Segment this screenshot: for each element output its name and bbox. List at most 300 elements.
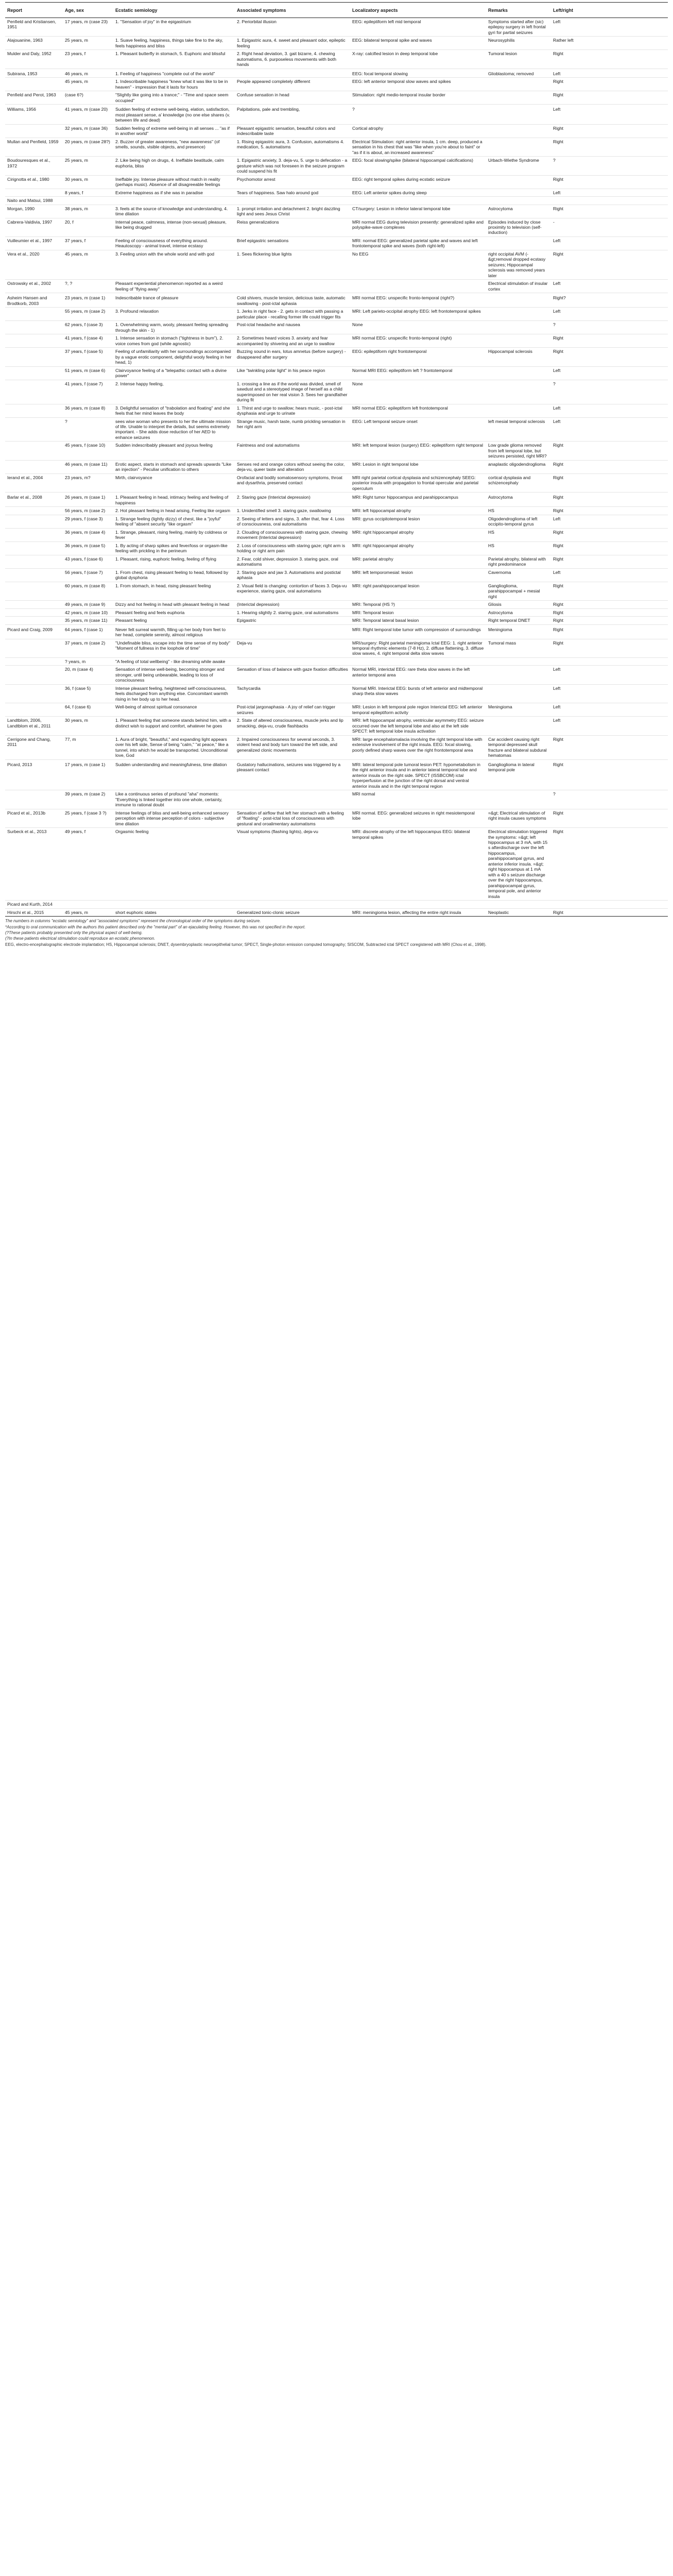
cell-associated-symptoms: 2. Fear, cold shiver, depression 3. staring gaze, oral automatisms — [235, 555, 350, 568]
table-row — [5, 218, 668, 236]
cell-report: Morgan, 1990 — [5, 205, 63, 218]
cell-localizatory-aspects: MRI: Lesion in left temporal pole region Interictal EEG: left anterior temporal epileptiform activity — [350, 703, 486, 717]
cell-remarks: Glioblastoma; removed — [486, 69, 551, 77]
table-row — [5, 666, 668, 684]
cell-associated-symptoms — [235, 901, 350, 908]
cell-report: Subirana, 1953 — [5, 69, 63, 77]
cell-ecstatic-semiology: sees wise woman who presents to her the ultimate mission of life. Unable to interpret the details, but seems extremely important. - She adds dose reduction of her AED to enhance seizures — [113, 417, 235, 442]
cell-associated-symptoms: Confuse sensation in head — [235, 91, 350, 105]
cell-left-right: Left — [551, 684, 668, 703]
cell-remarks — [486, 334, 551, 348]
cell-remarks: HS — [486, 541, 551, 555]
cell-left-right: Right — [551, 250, 668, 279]
cell-report — [5, 321, 63, 334]
cell-report: Surbeck et al., 2013 — [5, 828, 63, 901]
table-row — [5, 608, 668, 616]
cell-ecstatic-semiology: 2. Hot pleasant feeling in head arising, Feeling like orgasm — [113, 507, 235, 515]
cell-left-right: Left — [551, 236, 668, 250]
cell-localizatory-aspects: EEG: Left anterior spikes during sleep — [350, 189, 486, 196]
cell-left-right: Left — [551, 703, 668, 717]
cell-ecstatic-semiology: Orgasmic feeling — [113, 828, 235, 901]
cell-report — [5, 515, 63, 528]
table-row — [5, 197, 668, 205]
table-page — [5, 2, 668, 947]
cell-localizatory-aspects: EEG: left anterior temporal slow waves and spikes — [350, 78, 486, 91]
cell-ecstatic-semiology: 1. Pleasant, rising, euphoric feeling, feeling of flying — [113, 555, 235, 568]
cell-associated-symptoms — [235, 624, 350, 639]
cell-report: Picard, 2013 — [5, 759, 63, 790]
cell-report — [5, 568, 63, 582]
cell-localizatory-aspects: MRI: left temporal lesion (surgery) EEG: epileptiform right temporal — [350, 442, 486, 460]
cell-remarks: Neurosyphilis — [486, 37, 551, 50]
cell-ecstatic-semiology: Well-being of almost spiritual consonance — [113, 703, 235, 717]
cell-localizatory-aspects: CT/surgery: Lesion in inferior lateral temporal lobe — [350, 205, 486, 218]
cell-ecstatic-semiology: 1. Pleasant feeling that someone stands behind him, with a distinct wish to support and comfort, whatever he goes — [113, 717, 235, 735]
cell-associated-symptoms: 1. Thirst and urge to swallow; hears music, - post-ictal dysphasia and urge to urinate — [235, 404, 350, 417]
cell-age-sex: 46 years, m — [63, 69, 113, 77]
cell-report — [5, 460, 63, 473]
cell-remarks — [486, 717, 551, 735]
cell-localizatory-aspects: No EEG — [350, 250, 486, 279]
cell-remarks — [486, 666, 551, 684]
cell-left-right: Left — [551, 105, 668, 124]
table-row — [5, 582, 668, 600]
cell-associated-symptoms: Faintness and oral automatisms — [235, 442, 350, 460]
cell-localizatory-aspects: None — [350, 321, 486, 334]
footnote: The numbers in columns "ecstatic semiology" and "associated symptoms" represent the chronological order of the symptoms during seizure. — [5, 919, 261, 924]
cell-localizatory-aspects: None — [350, 380, 486, 404]
cell-report — [5, 666, 63, 684]
cell-remarks: Ganglioglioma, parahippocampal + mesial right — [486, 582, 551, 600]
cell-remarks — [486, 197, 551, 205]
cell-localizatory-aspects: X-ray: calcified lesion in deep temporal lobe — [350, 50, 486, 69]
cell-ecstatic-semiology: Feeling of consciousness of everything around. Heautoscopy - animal travel, intense ecstasy — [113, 236, 235, 250]
footnote: *According to oral communication with the authors this patient described only the "mental part" of an ejaculating feeling. However, this was not specified in the report. — [5, 924, 306, 929]
cell-localizatory-aspects: MRI normal EEG during television presently: generalized spike and polyspike-wave complexes — [350, 218, 486, 236]
cell-age-sex: ? years, m — [63, 657, 113, 665]
cell-ecstatic-semiology: "A feeling of total wellbeing" - like dreaming while awake — [113, 657, 235, 665]
cell-report — [5, 582, 63, 600]
cell-left-right: Left — [551, 417, 668, 442]
cell-associated-symptoms: Buzzing sound in ears, lotus amnetus (before surgery) - disappeared after surgery — [235, 348, 350, 366]
cell-remarks — [486, 236, 551, 250]
cell-localizatory-aspects: EEG: bilateral temporal spike and waves — [350, 37, 486, 50]
cell-age-sex: 60 years, m (case 8) — [63, 582, 113, 600]
cell-report — [5, 189, 63, 196]
cell-left-right: ? — [551, 380, 668, 404]
cell-localizatory-aspects: EEG: Left temporal seizure onset — [350, 417, 486, 442]
table-row — [5, 828, 668, 901]
cell-remarks: Car accident causing right temporal depressed skull fracture and bilateral subdural hematomas — [486, 735, 551, 759]
cell-remarks: Tumoral mass — [486, 639, 551, 657]
cell-left-right: Right — [551, 334, 668, 348]
cell-report: Barlar et al., 2008 — [5, 493, 63, 507]
cell-remarks — [486, 91, 551, 105]
cell-age-sex: 20, m (case 4) — [63, 666, 113, 684]
header-associated-symptoms: Associated symptoms — [235, 3, 350, 18]
cell-ecstatic-semiology: Sudden feeling of extreme well-being in all senses ... "as if in another world" — [113, 124, 235, 138]
table-row — [5, 528, 668, 541]
cell-left-right: Left — [551, 366, 668, 380]
cell-report — [5, 617, 63, 624]
cell-localizatory-aspects: MRI: Temporal lesion — [350, 608, 486, 616]
cell-left-right: Left — [551, 280, 668, 293]
cell-associated-symptoms: 2. Sometimes heard voices 3. anxiety and fear accompanied by shivering and an urge to swallow — [235, 334, 350, 348]
cell-age-sex: 64 years, f (case 1) — [63, 624, 113, 639]
cell-localizatory-aspects: MRI normal EEG: unspecific fronto-temporal (right) — [350, 334, 486, 348]
cell-age-sex: 43 years, f (case 6) — [63, 555, 113, 568]
cell-associated-symptoms: 1. Sees flickering blue lights — [235, 250, 350, 279]
cell-left-right: Right — [551, 91, 668, 105]
cell-left-right: Right — [551, 582, 668, 600]
table-row — [5, 18, 668, 36]
cell-ecstatic-semiology: Sudden feeling of extreme well-being, elation, satisfaction, most pleasant sense, a' knowledge (no one else shares (v. between life and dead) — [113, 105, 235, 124]
cell-localizatory-aspects: MRI: discrete atrophy of the left hippocampus EEG: bilateral temporal spikes — [350, 828, 486, 901]
cell-age-sex: 32 years, m (case 36) — [63, 124, 113, 138]
cell-localizatory-aspects: MRI normal EEG: unspecific fronto-temporal (right?) — [350, 293, 486, 308]
cell-remarks — [486, 790, 551, 809]
header-left-right: Left/right — [551, 3, 668, 18]
cell-age-sex: 37 years, m (case 2) — [63, 639, 113, 657]
cell-report: Picard and Kurth, 2014 — [5, 901, 63, 908]
cell-age-sex: 20, f — [63, 218, 113, 236]
cell-left-right: Right — [551, 442, 668, 460]
table-row — [5, 50, 668, 69]
cell-associated-symptoms: Sensation of loss of balance with gaze fixation difficulties — [235, 666, 350, 684]
cell-remarks: Ganglioglioma in lateral temporal pole — [486, 759, 551, 790]
cell-report — [5, 124, 63, 138]
cell-remarks — [486, 124, 551, 138]
cell-age-sex: 23 years, f — [63, 50, 113, 69]
table-header — [5, 3, 668, 18]
cell-age-sex: 62 years, f (case 3) — [63, 321, 113, 334]
table-row — [5, 790, 668, 809]
cell-left-right: - — [551, 218, 668, 236]
cell-report — [5, 555, 63, 568]
cell-remarks: Symptoms started after (sic) epilepsy surgery in left frontal gyri for partial seizures — [486, 18, 551, 36]
cell-associated-symptoms: Pleasant epigastric sensation, beautiful colors and indescribable taste — [235, 124, 350, 138]
cell-report — [5, 601, 63, 608]
cell-left-right: Left — [551, 189, 668, 196]
cell-associated-symptoms: Tachycardia — [235, 684, 350, 703]
cell-left-right: Right — [551, 507, 668, 515]
cell-report — [5, 684, 63, 703]
cell-left-right: Left — [551, 69, 668, 77]
cell-ecstatic-semiology — [113, 901, 235, 908]
cell-age-sex: 41 years, f (case 7) — [63, 380, 113, 404]
cell-left-right: Right — [551, 124, 668, 138]
cell-report: Ostrowsky et al., 2002 — [5, 280, 63, 293]
cell-remarks: HS — [486, 507, 551, 515]
cell-localizatory-aspects: MRI: Right temporal lobe tumor with compression of surroundings — [350, 624, 486, 639]
cell-age-sex: 51 years, m (case 6) — [63, 366, 113, 380]
cell-associated-symptoms: Reiss generalizations — [235, 218, 350, 236]
cell-report: Picard and Craig, 2009 — [5, 624, 63, 639]
table-row — [5, 417, 668, 442]
cell-left-right — [551, 901, 668, 908]
cell-associated-symptoms: Strange music, harsh taste, numb prickling sensation in her right arm — [235, 417, 350, 442]
table-row — [5, 138, 668, 156]
cell-associated-symptoms: Deja-vu — [235, 639, 350, 657]
cell-age-sex: 38 years, m — [63, 205, 113, 218]
cell-remarks — [486, 189, 551, 196]
cell-remarks: =&gt; Electrical stimulation of right insula causes symptoms — [486, 809, 551, 827]
table-row — [5, 293, 668, 308]
cell-left-right: Right — [551, 460, 668, 473]
cell-ecstatic-semiology: Intense pleasant feeling, heightened self-consciousness, feels discharged from anything else. Concomitant warmth rising in her body up to her head. — [113, 684, 235, 703]
cell-remarks: Electrical stimulation triggered the symptoms: =&gt; left hippocampus at 3 mA, with 15 s afterdischarge over the left hippocampus, parahippocampal gyrus, and anterior inferior insula. =&gt; right hippocampus at 1 mA with a 40 s seizure discharge over the right hippocampus, parahippocampal gyrus, temporal pole, and anterior insula — [486, 828, 551, 901]
cell-report: Cirignotta et al., 1980 — [5, 175, 63, 189]
table-row — [5, 460, 668, 473]
cell-associated-symptoms: 2. Seeing of letters and signs, 3. after that, fear 4. Loss of consciousness, oral automatisms — [235, 515, 350, 528]
cell-localizatory-aspects: MRI: left hippocampal atrophy, ventricular asymmetry EEG: seizure occurred over the left temporal lobe and also at the left side SPECT: left temporal lobe insula activation — [350, 717, 486, 735]
cell-ecstatic-semiology: Sensation of intense well-being, becoming stronger and stronger, until being unbearable, leading to loss of consciousness — [113, 666, 235, 684]
cell-remarks — [486, 901, 551, 908]
cell-remarks — [486, 138, 551, 156]
cell-ecstatic-semiology: 3. Delightful sensation of "trabolation and floating" and she feels that her mind leaves the body — [113, 404, 235, 417]
cell-ecstatic-semiology: 2. Intense happy feeling, — [113, 380, 235, 404]
cell-ecstatic-semiology: 3. Profound relaxation — [113, 308, 235, 321]
cell-report — [5, 348, 63, 366]
cell-age-sex: 25 years, m — [63, 157, 113, 175]
cell-localizatory-aspects: MRI: Temporal lateral basal lesion — [350, 617, 486, 624]
cell-remarks — [486, 308, 551, 321]
cell-ecstatic-semiology: Pleasant feeling and feels euphoria — [113, 608, 235, 616]
cell-report — [5, 442, 63, 460]
cell-remarks: Neoplastic — [486, 908, 551, 916]
cell-left-right: Left — [551, 515, 668, 528]
cell-localizatory-aspects: MRI: Right tumor hippocampus and parahippocampus — [350, 493, 486, 507]
table-row — [5, 37, 668, 50]
cell-ecstatic-semiology: Ineffable joy. Intense pleasure without match in reality (perhaps music). Absence of all disagreeable feelings — [113, 175, 235, 189]
cell-ecstatic-semiology: Like a continuous series of profound "aha" moments: "Everything is linked together into one whole, certainty, immune to rational doubt — [113, 790, 235, 809]
cell-localizatory-aspects: MRI: meningioma lesion, affecting the entire right insula — [350, 908, 486, 916]
table-row — [5, 250, 668, 279]
cell-remarks: Electrical stimulation of insular cortex — [486, 280, 551, 293]
cell-associated-symptoms: Gustatory hallucinations, seizures was triggered by a pleasant contact — [235, 759, 350, 790]
table-row — [5, 717, 668, 735]
cell-age-sex: ?, ? — [63, 280, 113, 293]
cell-age-sex: 39 years, m (case 2) — [63, 790, 113, 809]
cell-associated-symptoms: 2. Visual field is changing: contortion of faces 3. Deja-vu experience, staring gaze, oral automatisms — [235, 582, 350, 600]
cell-age-sex: ? — [63, 417, 113, 442]
cell-localizatory-aspects: MRI: Left parieto-occipital atrophy EEG: left frontotemporal spikes — [350, 308, 486, 321]
cell-remarks — [486, 657, 551, 665]
cell-left-right: Right — [551, 809, 668, 827]
cell-localizatory-aspects: MRI normal — [350, 790, 486, 809]
cell-report: Naito and Matsui, 1988 — [5, 197, 63, 205]
cell-ecstatic-semiology: 1. From stomach, in head, rising pleasant feeling — [113, 582, 235, 600]
cell-remarks: right occipital AVM (-&gt;removal dropped ecstasy seizures; Hippocampal sclerosis was removed years later — [486, 250, 551, 279]
cell-age-sex: 17 years, m (case 23) — [63, 18, 113, 36]
cell-localizatory-aspects: MRI: Lesion in right temporal lobe — [350, 460, 486, 473]
cell-remarks: Episodes induced by close proximity to television (self-induction) — [486, 218, 551, 236]
header-ecstatic-semiology: Ecstatic semiology — [113, 3, 235, 18]
cell-age-sex: 37 years, f (case 5) — [63, 348, 113, 366]
cell-associated-symptoms: 1. Rising epigastric aura, 3. Confusion, automatisms 4. medication, 5. automatisms — [235, 138, 350, 156]
cell-localizatory-aspects: MRI normal. EEG: generalized seizures in right mesiotemporal lobe — [350, 809, 486, 827]
cell-localizatory-aspects: Cortical atrophy — [350, 124, 486, 138]
cell-remarks — [486, 78, 551, 91]
cell-ecstatic-semiology: Dizzy and hot feeling in head with pleasant feeling in head — [113, 601, 235, 608]
table-row — [5, 555, 668, 568]
cell-age-sex: 41 years, m (case 20) — [63, 105, 113, 124]
cell-report — [5, 404, 63, 417]
cell-remarks: Meningioma — [486, 703, 551, 717]
cell-associated-symptoms: 1. Epigastric aura, 4. sweet and pleasant odor, epileptic feeling — [235, 37, 350, 50]
cell-left-right: Right — [551, 138, 668, 156]
cell-age-sex: 56 years, m (case 2) — [63, 507, 113, 515]
cell-ecstatic-semiology: Clairvoyance feeling of a "telepathic contact with a divine power" — [113, 366, 235, 380]
cell-left-right: Left — [551, 717, 668, 735]
cell-associated-symptoms — [235, 197, 350, 205]
table-row — [5, 624, 668, 639]
cell-age-sex: 45 years, m — [63, 250, 113, 279]
cell-localizatory-aspects: MRI: gyrus occipitotemporal lesion — [350, 515, 486, 528]
cell-left-right: Right — [551, 608, 668, 616]
cell-ecstatic-semiology: Sudden understanding and meaningfulness, time dilation — [113, 759, 235, 790]
table-row — [5, 78, 668, 91]
cell-localizatory-aspects: EEG: epileptiform right frontotemporal — [350, 348, 486, 366]
cell-remarks: left mesial temporal sclerosis — [486, 417, 551, 442]
cell-ecstatic-semiology: Pleasant feeling — [113, 617, 235, 624]
cell-age-sex: 30 years, m — [63, 175, 113, 189]
cell-report — [5, 308, 63, 321]
cell-localizatory-aspects: MRI right parietal cortical dysplasia and schizencephaly SEEG: posterior insula with propagation to frontal opercular and parietal operculum — [350, 473, 486, 492]
table-row — [5, 442, 668, 460]
cell-left-right: Right — [551, 541, 668, 555]
table-row — [5, 541, 668, 555]
table-row — [5, 639, 668, 657]
cell-age-sex: 37 years, f — [63, 236, 113, 250]
cell-remarks: Astrocytoma — [486, 608, 551, 616]
cell-ecstatic-semiology: 3. feels at the source of knowledge and understanding, 4. time dilation — [113, 205, 235, 218]
cell-age-sex: 26 years, m (case 1) — [63, 493, 113, 507]
header-report: Report — [5, 3, 63, 18]
cell-age-sex: 45 years, m — [63, 908, 113, 916]
cell-ecstatic-semiology: Erotic aspect, starts in stomach and spreads upwards "Like an injection" - Peculiar unification to others — [113, 460, 235, 473]
cell-left-right: ? — [551, 321, 668, 334]
cell-ecstatic-semiology: "Slightly like going into a trance;" - "Time and space seem occupied" — [113, 91, 235, 105]
cell-remarks: Gliosis — [486, 601, 551, 608]
cell-localizatory-aspects: MRI: large encephalomalacia involving the right temporal lobe with extensive involvement of the right insula. EEG: focal slowing, poorly defined sharp waves over the right frontotemporal area — [350, 735, 486, 759]
table-footnotes — [5, 919, 668, 947]
cell-localizatory-aspects: MRI: right hippocampal atrophy — [350, 541, 486, 555]
table-row — [5, 280, 668, 293]
cell-age-sex: 45 years, f (case 10) — [63, 442, 113, 460]
cell-age-sex — [63, 901, 113, 908]
cell-remarks — [486, 684, 551, 703]
cell-left-right: Right — [551, 205, 668, 218]
cell-report: Penfield and Kristiansen, 1951 — [5, 18, 63, 36]
cell-age-sex: 36, f (case 5) — [63, 684, 113, 703]
table-row — [5, 568, 668, 582]
cell-ecstatic-semiology: 1. Overwhelming warm, wooly, pleasant feeling spreading through the skin - 1) — [113, 321, 235, 334]
cell-localizatory-aspects: Stimulation: right medio-temporal insular border — [350, 91, 486, 105]
cell-age-sex: 23 years, m? — [63, 473, 113, 492]
cell-ecstatic-semiology: Feeling of unfamiliarity with her surroundings accompanied by a vague erotic component, delightful wooly feeling in her head, 1) — [113, 348, 235, 366]
cell-ecstatic-semiology: 1. Indescribable happiness "knew what it was like to be in heaven" - impression that it lasts for hours — [113, 78, 235, 91]
table-row — [5, 91, 668, 105]
cell-left-right: Right — [551, 639, 668, 657]
cell-left-right: Left — [551, 568, 668, 582]
cell-localizatory-aspects: MRI/surgery: Right parietal meningioma Ictal EEG: 1. right anterior temporal rhythmic elements (7-8 Hz), 2. diffuse flattening, 3. diffuse slow waves, 4. right temporal delta slow waves — [350, 639, 486, 657]
table-row — [5, 334, 668, 348]
cell-localizatory-aspects: EEG: focal temporal slowing — [350, 69, 486, 77]
cell-ecstatic-semiology: 1. Intense sensation in stomach ("tightness in bum"), 2. voice comes from god (while agnostic) — [113, 334, 235, 348]
cell-associated-symptoms: 1. Hearing slightly 2. staring gaze, oral automatisms — [235, 608, 350, 616]
table-row — [5, 236, 668, 250]
cell-ecstatic-semiology: 1. Feeling of happiness "complete out of the world" — [113, 69, 235, 77]
cell-remarks: Astrocytoma — [486, 493, 551, 507]
cell-report: Cerrigone and Chang, 2011 — [5, 735, 63, 759]
cell-associated-symptoms: 2. Loss of consciousness with staring gaze; right arm is holding or right arm pain — [235, 541, 350, 555]
cell-age-sex: 30 years, m — [63, 717, 113, 735]
cell-localizatory-aspects: MRI: parietal atrophy — [350, 555, 486, 568]
cell-associated-symptoms: Cold shivers, muscle tension, delicious taste, automatic swallowing - post-ictal aphasia — [235, 293, 350, 308]
cell-left-right: Right — [551, 473, 668, 492]
cell-left-right: Left — [551, 18, 668, 36]
footnote: EEG, electro-encephalographic electrode implantation; HS, Hippocampal sclerosis; DNET, dysembryoplastic neuroepithelial tumor; SPECT, Single-photon emission computed tomography; SISCOM, Subtracted ictal SPECT coregistered with MRI (Chou et al., 1998). — [5, 942, 487, 947]
cell-ecstatic-semiology: Intense feelings of bliss and well-being enhanced sensory perception with intense perception of colors - subjective time dilation — [113, 809, 235, 827]
cell-localizatory-aspects: MRI: right parahippocampal lesion — [350, 582, 486, 600]
cell-remarks: Right temporal DNET — [486, 617, 551, 624]
cell-age-sex: 36 years, m (case 5) — [63, 541, 113, 555]
cell-age-sex: 17 years, m (case 1) — [63, 759, 113, 790]
table-row — [5, 205, 668, 218]
cell-report — [5, 639, 63, 657]
cell-age-sex: 41 years, f (case 4) — [63, 334, 113, 348]
cell-age-sex: 45 years, m — [63, 78, 113, 91]
cell-associated-symptoms — [235, 280, 350, 293]
cell-left-right: Right — [551, 78, 668, 91]
cell-associated-symptoms: Psychomotor arrest — [235, 175, 350, 189]
cell-left-right: Right — [551, 493, 668, 507]
cell-left-right: Right — [551, 828, 668, 901]
table-row — [5, 507, 668, 515]
cell-report — [5, 528, 63, 541]
cell-age-sex: 49 years, m (case 9) — [63, 601, 113, 608]
cell-left-right: Right — [551, 601, 668, 608]
table-row — [5, 404, 668, 417]
cell-localizatory-aspects: MRI normal EEG: epileptiform left frontotemporal — [350, 404, 486, 417]
cell-localizatory-aspects — [350, 657, 486, 665]
cell-remarks — [486, 175, 551, 189]
table-row — [5, 601, 668, 608]
cell-ecstatic-semiology: 1. Aura of bright, "beautiful," and expanding light appears over his left side, Sense of being "calm," "at peace," like a tunnel, into which he would be transported. Unconditional love, God — [113, 735, 235, 759]
cell-associated-symptoms: Generalized tonic-clonic seizure — [235, 908, 350, 916]
table-row — [5, 189, 668, 196]
cell-remarks — [486, 380, 551, 404]
cell-age-sex: 35 years, m (case 11) — [63, 617, 113, 624]
cell-left-right — [551, 657, 668, 665]
cell-associated-symptoms: 2. Staring gaze and jaw 3. Automatisms and postictal aphasia — [235, 568, 350, 582]
cell-age-sex: 56 years, f (case 7) — [63, 568, 113, 582]
cell-report: Hirschi et al., 2015 — [5, 908, 63, 916]
table-row — [5, 308, 668, 321]
cell-age-sex: 25 years, f (case 3 ?) — [63, 809, 113, 827]
cell-left-right: Right — [551, 50, 668, 69]
cell-left-right: Right — [551, 617, 668, 624]
cell-ecstatic-semiology: 1. By acting of sharp spikes and fever/loss or orgasm-like feeling with prickling in the perineum — [113, 541, 235, 555]
table-row — [5, 901, 668, 908]
cell-associated-symptoms: (Interictal depression) — [235, 601, 350, 608]
cell-left-right: Right — [551, 528, 668, 541]
table-row — [5, 735, 668, 759]
table-row — [5, 175, 668, 189]
cell-associated-symptoms: 1. Epigastric anxiety, 3. deja-vu, 5. urge to defecation - a gesture which was not foreseen in the seizure program could suspend his fit — [235, 157, 350, 175]
cell-associated-symptoms: 1. crossing a line as if the world was divided, smell of sawdust and a stereotyped image of herself as a child superimposed on her real vision 3. Sees her grandfather during fit — [235, 380, 350, 404]
